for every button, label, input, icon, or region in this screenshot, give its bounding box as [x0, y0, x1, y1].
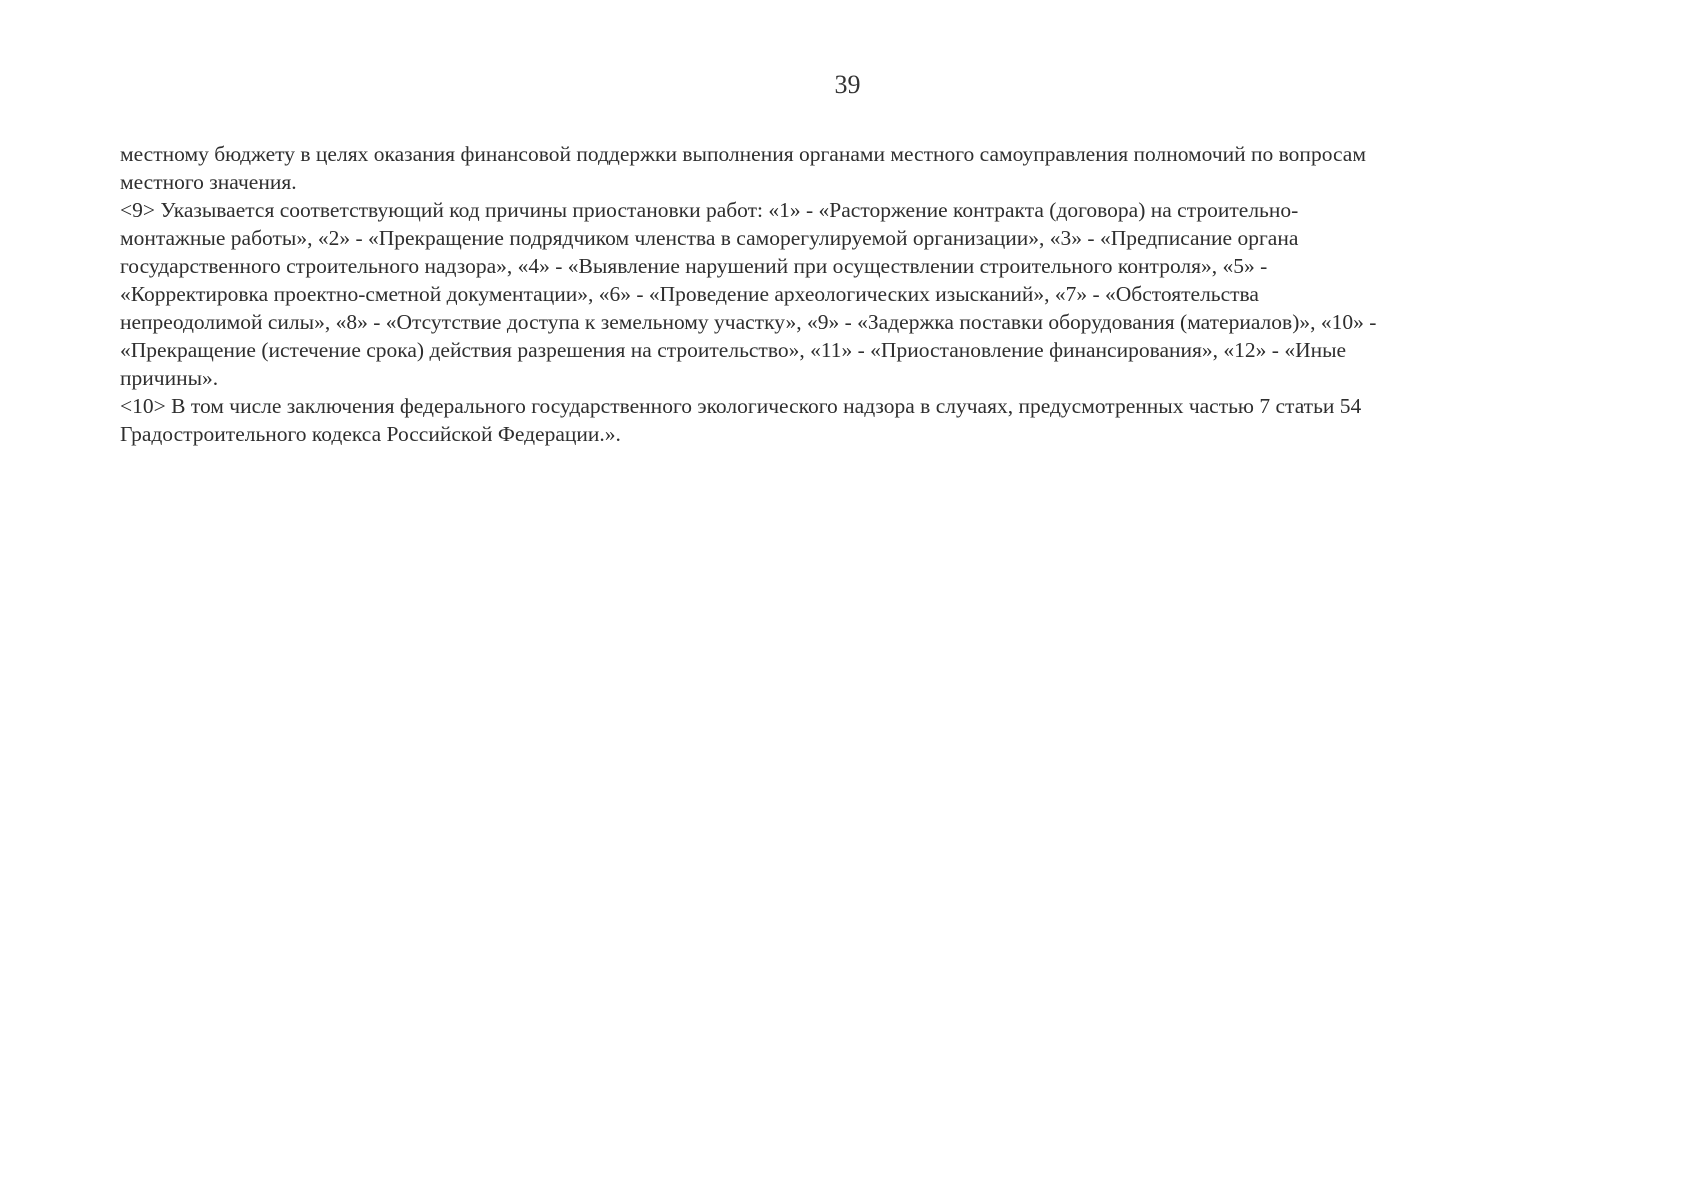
footnote-line: государственного строительного надзора», «4» - «Выявление нарушений при осуществлении строительного контроля», «5» -	[120, 254, 1268, 278]
footnote-line: местного значения.	[120, 170, 297, 194]
footnote-line: «Прекращение (истечение срока) действия разрешения на строительство», «11» - «Приостановление финансирования», «12» - «Иные	[120, 338, 1347, 362]
footnote-line: <9> Указывается соответствующий код причины приостановки работ: «1» - «Расторжение контракта (договора) на строительно-	[120, 198, 1299, 222]
footnote-line: «Корректировка проектно-сметной документации», «6» - «Проведение археологических изысканий», «7» - «Обстоятельства	[120, 282, 1259, 306]
footnote-line: непреодолимой силы», «8» - «Отсутствие доступа к земельному участку», «9» - «Задержка поставки оборудования (материалов)», «10» -	[120, 310, 1377, 334]
footnote-line: причины».	[120, 366, 219, 390]
footnote-line: местному бюджету в целях оказания финансовой поддержки выполнения органами местного самоуправления полномочий по вопросам	[120, 142, 1366, 166]
footnote-line: <10> В том числе заключения федерального государственного экологического надзора в случаях, предусмотренных частью 7 статьи 54	[120, 394, 1362, 418]
footnotes-block	[120, 140, 1560, 448]
footnote-line: Градостроительного кодекса Российской Федерации.».	[120, 422, 621, 446]
page-number: 39	[834, 70, 861, 99]
footnote-line: монтажные работы», «2» - «Прекращение подрядчиком членства в саморегулируемой организации», «3» - «Предписание органа	[120, 226, 1299, 250]
